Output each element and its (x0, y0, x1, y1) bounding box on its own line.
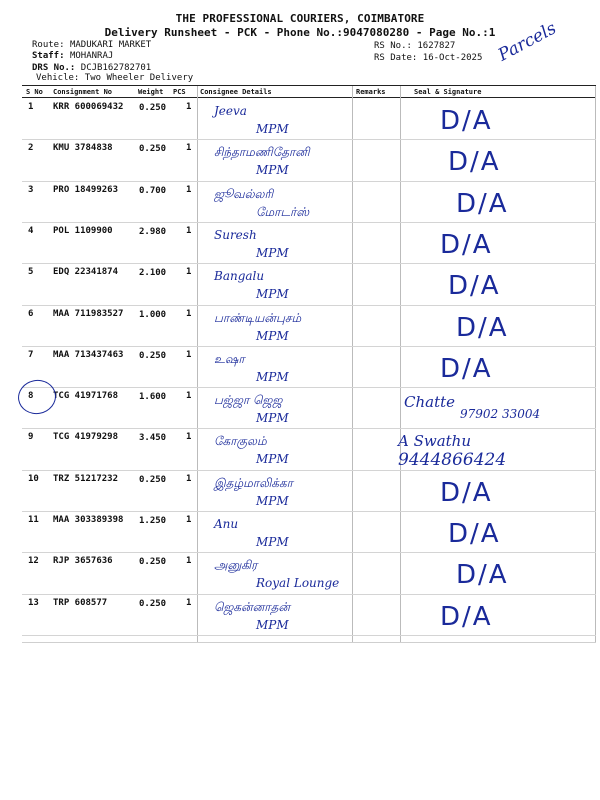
row-weight: 0.250 (139, 474, 167, 485)
row-weight: 0.250 (139, 144, 167, 155)
row-sno: 1 (28, 102, 34, 112)
row-weight: 3.450 (139, 433, 167, 444)
divider-seal (400, 86, 401, 642)
row-consignment-no: TRZ 51217232 (53, 473, 119, 484)
row-divider (22, 222, 596, 223)
row-pcs: 1 (186, 556, 192, 567)
row-consignee-area: MPM (256, 163, 289, 178)
drs-line (32, 63, 151, 73)
row-sno: 13 (28, 597, 39, 608)
row-consignee-area: Royal Lounge (256, 576, 340, 591)
divider-right (595, 86, 596, 642)
row-signature-da: D/A (456, 312, 509, 343)
row-signature-da: D/A (440, 477, 493, 508)
row-pcs: 1 (186, 102, 192, 112)
row-weight: 0.250 (139, 598, 167, 609)
row-consignee-area: MPM (256, 452, 289, 467)
row-divider (22, 470, 596, 471)
header-rule-top (22, 85, 596, 86)
staff-label: Staff: (32, 51, 65, 61)
rs-date-value: 16-Oct-2025 (422, 53, 483, 63)
row-pcs: 1 (186, 308, 192, 319)
row-sno: 7 (28, 349, 34, 360)
rs-no-value: 1627827 (417, 41, 456, 51)
row-divider (22, 263, 596, 264)
row-sno: 3 (28, 184, 34, 195)
row-divider (22, 428, 596, 429)
row-signature-da: D/A (440, 229, 493, 260)
margin-note-parcels: Parcels (494, 18, 560, 66)
row-weight: 1.000 (139, 309, 167, 320)
row-divider (22, 552, 596, 553)
rs-no-line (374, 41, 455, 51)
table-bottom-rule (22, 642, 596, 643)
row-consignee-area: MPM (256, 369, 289, 384)
row-weight: 0.250 (139, 557, 167, 568)
row-consignee-area: MPM (256, 122, 289, 136)
row-pcs: 1 (186, 143, 192, 154)
vehicle-line (36, 73, 193, 83)
row-consignment-no: MAA 713437463 (53, 349, 124, 360)
row-sno: 9 (28, 432, 34, 443)
row-consignee-area: MPM (256, 328, 289, 343)
staff-line (32, 51, 113, 61)
divider-remarks (352, 86, 353, 642)
row-signature-da: D/A (440, 353, 493, 384)
row-weight: 2.100 (139, 268, 167, 279)
row-consignee-name: ஜெகன்னாதன் (214, 599, 291, 614)
col-header-consignment: Consignment No (53, 88, 113, 96)
row-sno: 11 (28, 515, 39, 525)
row-divider (22, 346, 596, 347)
row-consignee-name: அனுகிர (214, 558, 258, 573)
col-header-remarks: Remarks (356, 88, 386, 96)
row-consignment-no: POL 1109900 (53, 225, 113, 236)
row-consignee-name: சிந்தாமணிதோனி (214, 145, 310, 160)
row-signature-da: D/A (440, 106, 493, 136)
vehicle-value: Two Wheeler Delivery (84, 73, 194, 83)
rs-date-line (374, 53, 482, 63)
row-weight: 0.700 (139, 185, 167, 196)
row-sno: 2 (28, 143, 34, 154)
row-consignee-name: உஷா (214, 351, 245, 366)
row-divider (22, 305, 596, 306)
row-weight: 0.250 (139, 350, 167, 361)
row-sno: 8 (28, 391, 34, 402)
row-signature-da: D/A (448, 147, 501, 178)
row-consignment-no: TCG 41971768 (53, 391, 119, 402)
row-sno: 6 (28, 308, 34, 319)
row-divider (22, 387, 596, 388)
route-value: MADUKARI MARKET (69, 40, 152, 50)
row-phone-note: 97902 33004 (460, 407, 541, 422)
row-pcs: 1 (186, 225, 192, 236)
row-consignee-area: MPM (256, 245, 289, 260)
row-consignment-no: EDQ 22341874 (53, 267, 119, 278)
row-sno: 5 (28, 267, 34, 278)
row-divider (22, 511, 596, 512)
col-header-weight: Weight (138, 88, 164, 96)
row-consignment-no: RJP 3657636 (53, 556, 113, 567)
row-signature-da: D/A (456, 188, 509, 219)
row-signature-name: A Swathu (398, 432, 472, 451)
row-signature-name: Chatte (404, 393, 456, 412)
runsheet-subtitle: Delivery Runsheet - PCK - Phone No.:9047080280 - Page No.:1 (104, 26, 496, 39)
row-pcs: 1 (186, 432, 192, 443)
row-consignee-name: பாண்டியன்புசம் (214, 310, 302, 325)
row-consignment-no: MAA 711983527 (53, 308, 124, 319)
row-consignment-no: PRO 18499263 (53, 184, 119, 195)
row-weight: 1.600 (139, 392, 167, 403)
row-consignee-name: பஜ்ஜா ஜெஜ (214, 393, 283, 408)
row-consignee-area: MPM (256, 287, 289, 302)
row-consignee-name: கோகுலம் (214, 434, 267, 449)
row-consignee-area: மோடர்ஸ் (256, 204, 310, 219)
staff-value: MOHANRAJ (69, 51, 114, 61)
col-header-consignee: Consignee Details (200, 88, 272, 96)
row-pcs: 1 (186, 391, 192, 402)
rs-no-label: RS No.: (374, 41, 412, 51)
row-weight: 1.250 (139, 516, 167, 526)
drs-value: DCJB162782701 (80, 63, 152, 73)
row-weight: 2.980 (139, 226, 167, 237)
row-signature-da: D/A (448, 519, 501, 549)
row-pcs: 1 (186, 597, 192, 608)
row-consignment-no: MAA 303389398 (53, 515, 124, 525)
route-line (32, 40, 151, 50)
row-consignment-no: KRR 600069432 (53, 102, 124, 112)
header-rule-bottom (22, 97, 596, 98)
row-signature-da: D/A (440, 601, 493, 632)
row-divider (22, 594, 596, 595)
row-divider (22, 635, 596, 636)
col-header-sno: S No (26, 88, 43, 96)
row-pcs: 1 (186, 515, 192, 525)
route-label: Route: (32, 40, 65, 50)
row-consignment-no: KMU 3784838 (53, 143, 113, 154)
row-consignee-area: MPM (256, 535, 289, 549)
row-divider (22, 139, 596, 140)
row-consignee-name: Anu (214, 517, 239, 531)
row-consignee-name: Bangalu (214, 269, 265, 284)
row-sno: 12 (28, 556, 39, 567)
row-consignee-name: ஜூவல்லரி (214, 186, 274, 201)
row-consignment-no: TCG 41979298 (53, 432, 119, 443)
row-pcs: 1 (186, 184, 192, 195)
row-consignee-area: MPM (256, 617, 289, 632)
row-consignee-name: இதழ்மாலிக்கா (214, 475, 293, 490)
row-consignee-area: MPM (256, 411, 289, 426)
drs-label: DRS No.: (32, 63, 76, 73)
row-divider (22, 181, 596, 182)
row-sno: 4 (28, 225, 34, 236)
row-sno: 10 (28, 473, 39, 484)
company-title: THE PROFESSIONAL COURIERS, COIMBATORE (175, 12, 425, 25)
row-8-circle-mark (15, 377, 58, 417)
col-header-seal: Seal & Signature (414, 88, 482, 96)
rs-date-label: RS Date: (374, 53, 418, 63)
row-weight: 0.250 (139, 103, 167, 113)
row-phone-note: 9444866424 (398, 450, 507, 471)
row-consignee-name: Jeeva (214, 104, 247, 118)
vehicle-label: Vehicle: (36, 73, 80, 83)
row-consignee-name: Suresh (214, 227, 257, 242)
row-signature-da: D/A (456, 560, 509, 591)
divider-consignee (197, 86, 198, 642)
row-signature-da: D/A (448, 271, 501, 302)
row-pcs: 1 (186, 267, 192, 278)
row-pcs: 1 (186, 349, 192, 360)
row-pcs: 1 (186, 473, 192, 484)
col-header-pcs: PCS (173, 88, 186, 96)
row-consignee-area: MPM (256, 493, 289, 508)
row-consignment-no: TRP 608577 (53, 597, 108, 608)
